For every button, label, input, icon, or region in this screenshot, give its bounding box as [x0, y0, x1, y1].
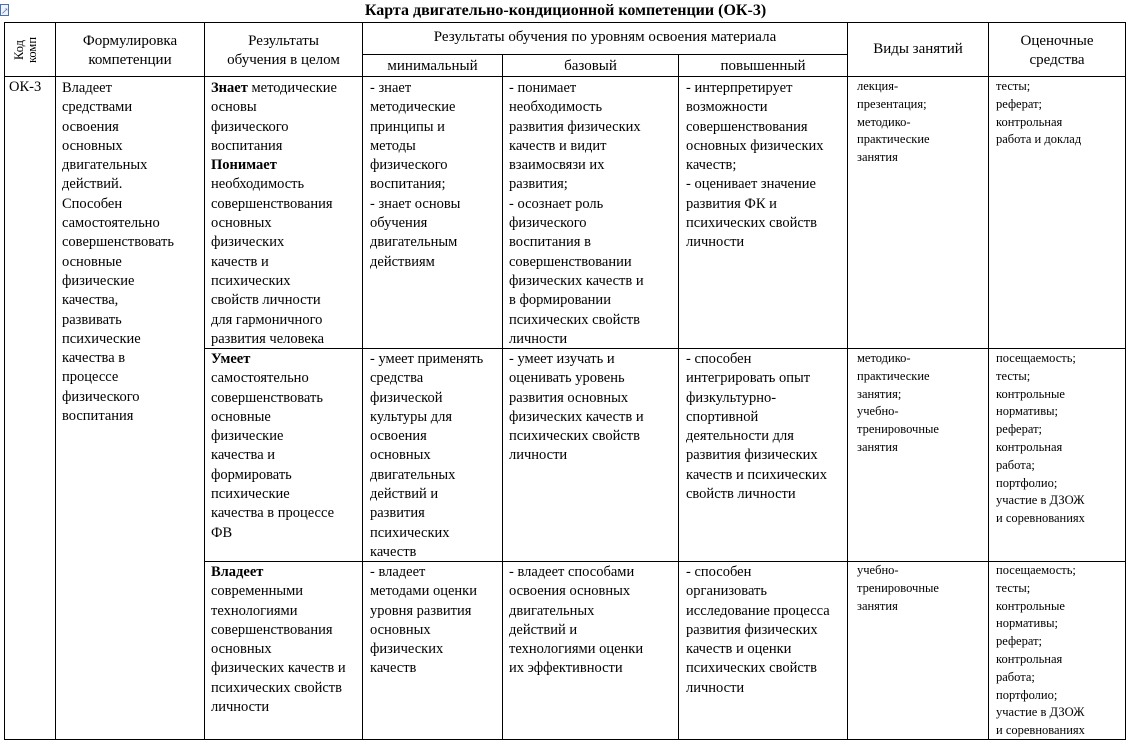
row3-base: - владеет способами освоения основных двигательных действий и технологиями оценки их эффективности	[509, 564, 644, 677]
header-results-general: Результаты обучения в целом	[227, 33, 340, 68]
competence-formulation: Владеет средствами освоения основных двигательных действий. Способен самостоятельно совершенствовать основные физические качества, развивать психические качества в процессе физического воспитания	[62, 80, 174, 425]
row1-high: - интерпретирует возможности совершенствования основных физических качеств; - оценивает значение развития ФК и психических свойств личности	[686, 80, 824, 251]
embedded-object-icon: ↗	[1, 6, 9, 16]
row1-activities: лекция- презентация; методико- практические занятия	[857, 79, 930, 165]
header-level-base: базовый	[564, 58, 617, 74]
row2-general: Умеет самостоятельно совершенствовать основные физические качества и формировать психические качества в процессе ФВ	[211, 351, 335, 541]
header-formulation: Формулировка компетенции	[82, 33, 178, 68]
row3-min: - владеет методами оценки уровня развития основных физических качеств	[370, 564, 477, 677]
row3-activities: учебно- тренировочные занятия	[857, 563, 939, 613]
row1-min: - знает методические принципы и методы физического воспитания; - знает основы обучения двигательным действиям	[370, 80, 461, 270]
row2-min: - умеет применять средства физической культуры для освоения основных двигательных действий и развития психических качеств	[370, 351, 484, 560]
row3-assessment: посещаемость; тесты; контрольные нормативы; реферат; контрольная работа; портфолио; участие в ДЗОЖ и соревнованиях	[996, 563, 1085, 738]
row2-high: - способен интегрировать опыт физкультурно- спортивной деятельности для развития физических качеств и психических свойств личности	[686, 351, 827, 503]
header-results-levels: Результаты обучения по уровням освоения материала	[433, 29, 777, 45]
row3-high: - способен организовать исследование процесса развития физических качеств и оценки психических свойств личности	[686, 564, 830, 696]
row1-base: - понимает необходимость развития физических качеств и видит взаимосвязи их развития; - осознает роль физического воспитания в совершенствовании физических качеств и в формировании психических свойств личности	[509, 80, 644, 347]
row3-general: Владеет современными технологиями совершенствования основных физических качеств и психических свойств личности	[211, 564, 346, 716]
row2-base: - умеет изучать и оценивать уровень развития основных физических качеств и психических свойств личности	[509, 351, 644, 464]
header-activities: Виды занятий	[873, 41, 963, 57]
row2-assessment: посещаемость; тесты; контрольные нормативы; реферат; контрольная работа; портфолио; участие в ДЗОЖ и соревнованиях	[996, 351, 1085, 526]
row1-general: Знает методические основы физического воспитания Понимает необходимость совершенствования основных физических качеств и психических свойств личности для гармоничного развития человека	[211, 80, 337, 347]
header-assessment: Оценочные средства	[1020, 33, 1094, 68]
page-title: Карта двигательно-кондиционной компетенции (ОК-3)	[364, 2, 767, 19]
header-level-high: повышенный	[720, 58, 806, 74]
header-level-min: минимальный	[387, 58, 478, 74]
row2-activities: методико- практические занятия; учебно- тренировочные занятия	[857, 351, 939, 454]
row1-assessment: тесты; реферат; контрольная работа и доклад	[996, 79, 1082, 147]
header-code: Код комп	[12, 36, 39, 64]
competence-code: ОК-3	[9, 79, 42, 95]
